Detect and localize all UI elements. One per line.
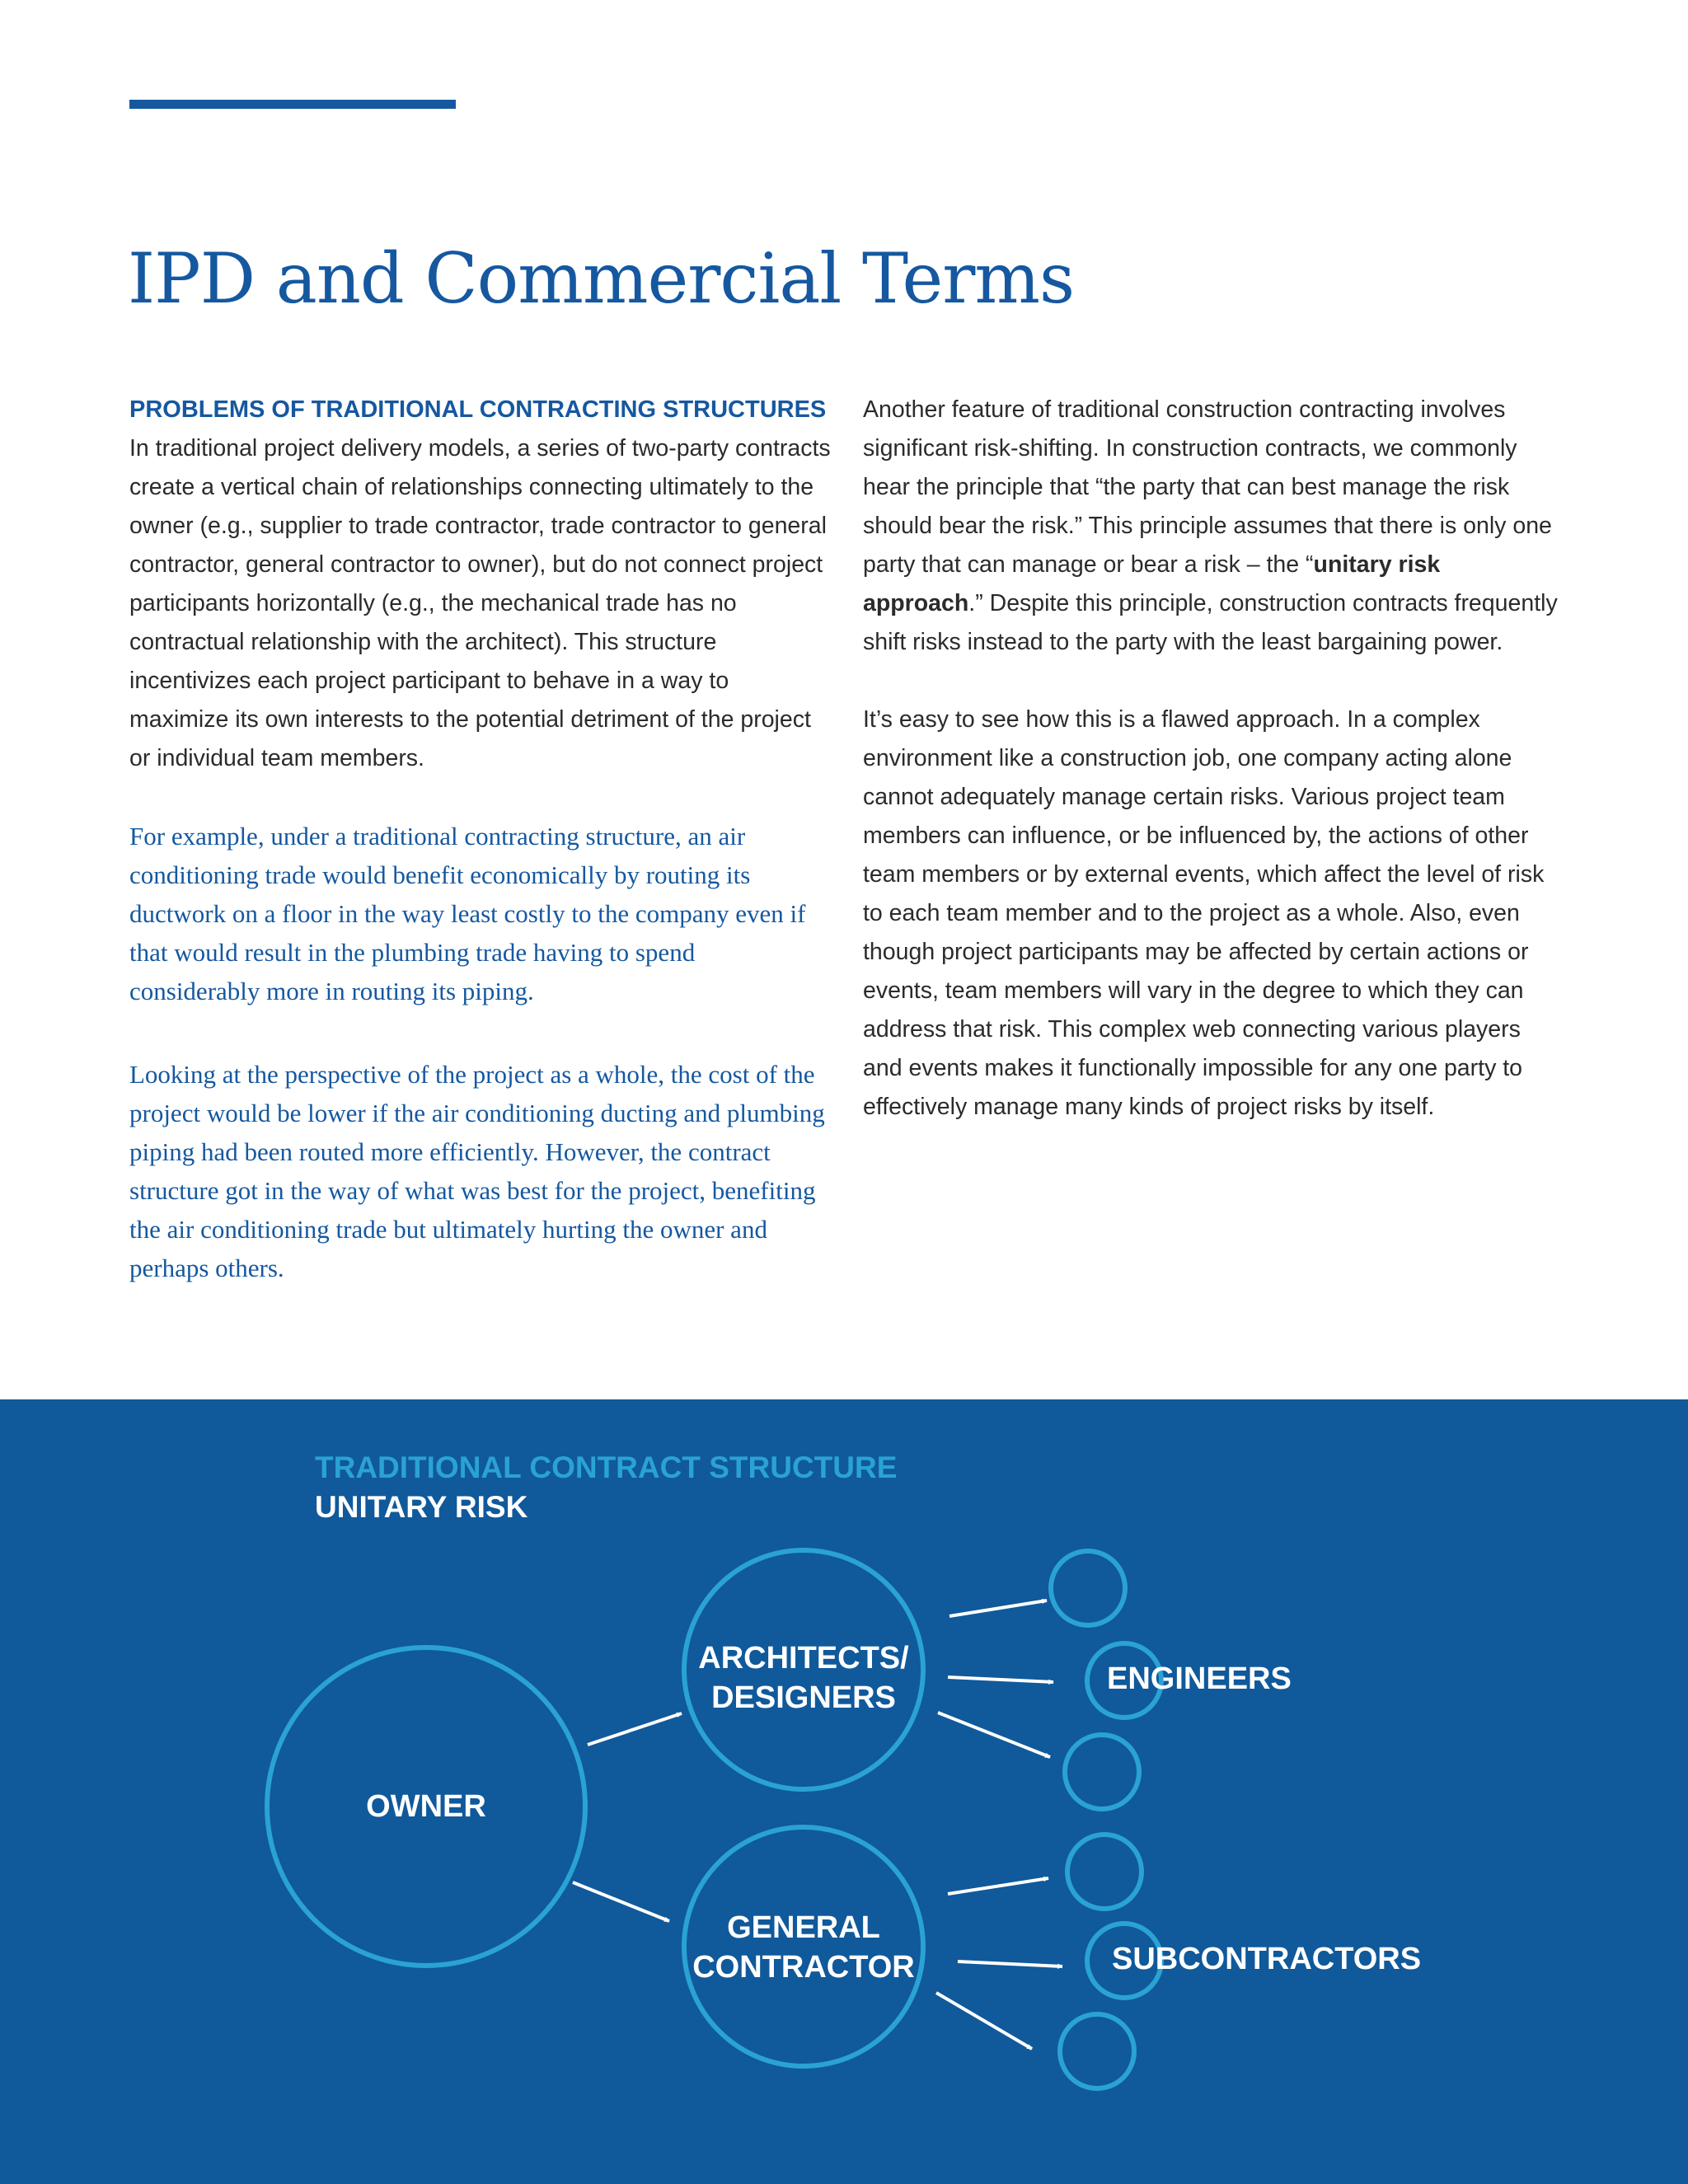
body-paragraph: In traditional project delivery models, a series of two-party contracts create a vertical chain of relationships connecting ultimately to the owner (e.g., supplier to trade contractor, trade contractor to general contractor, general contractor to owner), but do not connect project participants horizontally (e.g., the mechanical trade has no contractual relationship with the architect). This structure incentivizes each project participant to behave in a way to maximize its own interests to the potential detriment of the project or individual team members. [129, 435, 831, 771]
subcontractors-label: SUBCONTRACTORS [1112, 1942, 1422, 1976]
contractor-to-subcontractor-arrow [948, 1878, 1048, 1894]
paragraph-text: Another feature of traditional construction contracting involves significant risk-shifting. In construction contracts, we commonly hear the principle that “the party that can best manage the risk should bear the risk.” This principle assumes that there is only one party that can manage or bear a risk – the “ [863, 396, 1552, 578]
body-paragraph: It’s easy to see how this is a flawed approach. In a complex environment like a construction job, one company acting alone cannot adequately manage certain risks. Various project team members can influence, or be influenced by, the actions of other team members or by external events, which affect the level of risk to each team member and to the project as a whole. Also, even though project participants may be affected by certain actions or events, team members will vary in the degree to which they can address that risk. This complex web connecting various players and events makes it functionally impossible for any one party to effectively manage many kinds of project risks by itself. [863, 706, 1545, 1120]
architects-to-engineer-arrow [948, 1677, 1053, 1682]
top-accent-rule [129, 100, 456, 109]
diagram-graphic [0, 1399, 1688, 2184]
general-contractor-label: GENERAL CONTRACTOR [692, 1910, 915, 1985]
subcontractor-node [1060, 2014, 1134, 2088]
architects-label: ARCHITECTS/ DESIGNERS [698, 1641, 909, 1715]
body-paragraph [863, 391, 1565, 662]
right-column [863, 391, 1565, 1127]
contractor-to-subcontractor-arrow [958, 1961, 1062, 1966]
page-title: IPD and Commercial Terms [128, 238, 1075, 319]
owner-label: OWNER [366, 1789, 486, 1824]
engineer-node [1051, 1551, 1125, 1625]
diagram-subtitle: UNITARY RISK [315, 1490, 528, 1524]
diagram-title: TRADITIONAL CONTRACT STRUCTURE [315, 1451, 898, 1484]
bold-term: unitary risk approach [863, 551, 1441, 616]
subcontractor-node [1067, 1835, 1142, 1909]
example-paragraph: For example, under a traditional contracting structure, an air conditioning trade would benefit economically by routing its ductwork on a floor in the way least costly to the company even if that would result in the plumbing trade having to spend considerably more in routing its piping. [129, 822, 806, 1005]
contractor-to-subcontractor-arrow [936, 1993, 1032, 2049]
left-column [129, 391, 832, 1287]
engineer-node [1065, 1735, 1139, 1809]
architects-to-engineer-arrow [938, 1713, 1050, 1757]
section-heading: PROBLEMS OF TRADITIONAL CONTRACTING STRUCTURES [129, 396, 827, 423]
engineers-label: ENGINEERS [1107, 1661, 1292, 1696]
owner-to-architects-arrow [588, 1713, 682, 1745]
owner-to-contractor-arrow [573, 1882, 669, 1921]
example-paragraph: Looking at the perspective of the project as a whole, the cost of the project would be lower if the air conditioning ducting and plumbing piping had been routed more efficiently. However, the contract structure got in the way of what was best for the project, benefiting the air conditioning trade but ultimately hurting the owner and perhaps others. [129, 1060, 825, 1282]
paragraph-text: .” Despite this principle, construction contracts frequently shift risks instead to the party with the least bargaining power. [863, 590, 1558, 655]
contract-structure-diagram [0, 1399, 1688, 2184]
architects-to-engineer-arrow [950, 1601, 1047, 1616]
